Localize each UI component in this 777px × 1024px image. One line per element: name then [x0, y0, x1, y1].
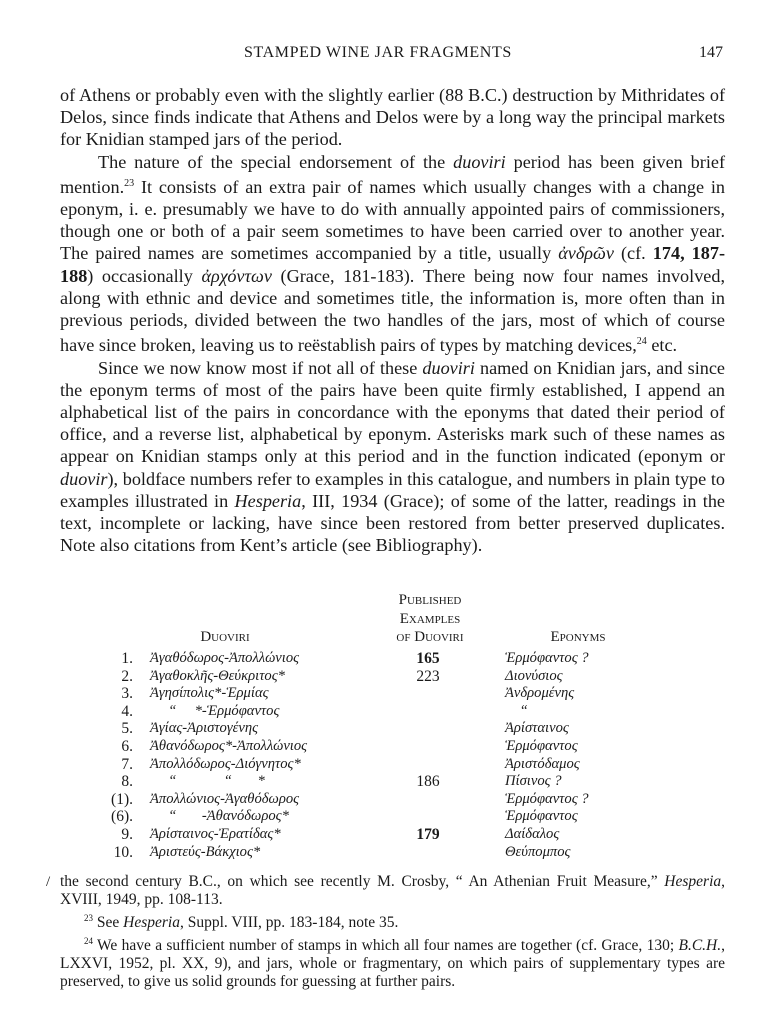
- text-span: It consists of an extra pair of names which usually changes with a change in eponym, i. e. presumably we have to do with annually appointed pairs of commissioners, though one or both of a pair seem sometimes to have been carried over to another year. The paired names are sometimes accompanied by a title, usually: [60, 176, 725, 264]
- bold-ref: 174, 187-188: [60, 243, 726, 286]
- table-row: [60, 756, 725, 774]
- row-number: 6.: [121, 738, 133, 755]
- eponym-name: Πίσινος ?: [505, 773, 562, 790]
- running-head: STAMPED WINE JAR FRAGMENTS: [244, 44, 512, 61]
- journal-title: Hesperia: [123, 914, 180, 932]
- text-span: See: [93, 914, 124, 932]
- text-span: the second century B.C., on which see recently M. Crosby, “ An Athenian Fruit Measure,”: [60, 873, 665, 890]
- table-row: [60, 650, 725, 668]
- header-published: [390, 591, 470, 647]
- eponym-name: Ἑρμόφαντος: [505, 738, 578, 754]
- eponym-name: Θεύπομπος: [505, 843, 571, 860]
- published-example: 223: [416, 667, 440, 685]
- paragraph-1: of Athens or probably even with the slightly earlier (88 B.C.) destruction by Mithridates of Delos, since finds indicate that Athens and Delos were by a long way the principal markets for Knidian stamped jars of the period.: [60, 85, 725, 150]
- table-row: [60, 808, 725, 826]
- footnote-ref-23: 23: [124, 177, 135, 189]
- table-row: [60, 720, 725, 738]
- table-row: [60, 826, 725, 844]
- row-number: 3.: [121, 685, 133, 703]
- duoviri-names: Ἀρίσταινος-Ἐρατίδας*: [150, 826, 281, 842]
- text-span: (Grace, 181-183). There being now four names involved, along with ethnic and device and sometimes title, the information is, more often than in previous periods, divided between the two handles of the jars, most of which of course have since broken, leaving us to reëstablish pairs of types by matching devices,: [60, 265, 726, 356]
- eponym-name: Δαίδαλος: [505, 826, 560, 842]
- table-row: [60, 738, 725, 756]
- text-span: (cf.: [613, 243, 653, 264]
- text-span: , XVIII, 1949, pp. 108-113.: [60, 873, 725, 908]
- footnote-number: 23: [84, 913, 93, 923]
- duoviri-names: Ἀγίας-Ἀριστογένης: [150, 720, 258, 737]
- duoviri-names: “ *-Ἑρμόφαντος: [150, 702, 280, 719]
- row-number: 8.: [121, 773, 133, 791]
- table-row: [60, 685, 725, 703]
- row-number: 2.: [121, 667, 133, 685]
- italic-term: duoviri: [422, 357, 475, 378]
- footnotes: [46, 873, 725, 991]
- text-span: ) occasionally: [87, 265, 202, 286]
- body-text: [60, 84, 725, 556]
- table-row: [60, 668, 725, 686]
- text-span: , Suppl. VIII, pp. 183-184, note 35.: [179, 914, 399, 932]
- paragraph-3: [60, 357, 725, 557]
- text-span: Since we now know most if not all of these: [98, 357, 423, 378]
- row-number: 9.: [121, 826, 133, 843]
- eponym-name: Ἑρμόφαντος ?: [505, 650, 589, 666]
- row-number: 7.: [121, 755, 133, 773]
- header-line: of Duoviri: [396, 629, 464, 645]
- duoviri-names: Ἀγησίπολις*-Ἑρμίας: [150, 685, 269, 702]
- row-number: (1).: [111, 790, 133, 808]
- duoviri-names: “ “ *: [150, 773, 265, 790]
- journal-title: Hesperia: [234, 490, 302, 511]
- eponym-name: Ἀριστόδαμος: [505, 755, 580, 772]
- duoviri-names: Ἀγαθοκλῆς-Θεύκριτος*: [150, 667, 285, 684]
- italic-term: duovir: [60, 468, 108, 489]
- eponym-name: Ἑρμόφαντος: [505, 808, 578, 825]
- row-number: 1.: [121, 650, 133, 667]
- duoviri-names: “ -Ἀθανόδωρος*: [150, 808, 289, 825]
- duoviri-names: Ἀπολλόδωρος-Διόγνητος*: [150, 755, 301, 772]
- text-span: , III, 1934 (Grace); of some of the latter, readings in the text, incomplete or lacking, have since been restored from better preserved duplicates. Note also citations from Kent’s article (see Bibliography).: [60, 490, 726, 556]
- journal-title: Hesperia: [664, 873, 722, 890]
- eponym-name: “: [505, 702, 528, 719]
- header-line: Published: [398, 592, 462, 608]
- header-line: Examples: [399, 610, 461, 627]
- journal-title: B.C.H.: [678, 937, 722, 955]
- table-row: [60, 703, 725, 721]
- footnote-23: [60, 909, 725, 932]
- eponym-name: Ἀνδρομένης: [505, 685, 575, 702]
- margin-mark: /: [46, 874, 51, 890]
- duoviri-names: Ἀθανόδωρος*-Ἀπολλώνιος: [150, 738, 308, 754]
- text-span: , LXXVI, 1952, pl. XX, 9), and jars, whole or fragmentary, on which pairs of supplementary types are preserved, to give us solid grounds for guessing at further pairs.: [60, 937, 725, 991]
- text-span: We have a sufficient number of stamps in which all four names are together (cf. Grace, 130;: [93, 937, 679, 955]
- eponym-name: Διονύσιος: [505, 667, 563, 684]
- paragraph-2: [60, 151, 725, 357]
- published-example: 186: [416, 773, 440, 791]
- footnote-ref-24: 24: [636, 336, 647, 348]
- greek-term: ἀνδρῶν: [558, 243, 614, 264]
- italic-term: duoviri: [453, 151, 506, 172]
- row-number: 5.: [121, 720, 133, 738]
- text-span: period has been given brief mention.: [60, 151, 725, 197]
- eponym-name: Ἀρίσταινος: [505, 720, 569, 737]
- header-duoviri: Duoviri: [200, 629, 250, 645]
- footnote-22-continued: [60, 873, 725, 909]
- page-number: 147: [699, 44, 723, 61]
- text-span: etc.: [646, 335, 678, 356]
- table-row: [60, 791, 725, 809]
- row-number: (6).: [111, 808, 133, 826]
- text-span: ), boldface numbers refer to examples in this catalogue, and numbers in plain type to examples illustrated in: [60, 468, 725, 511]
- table-row: [60, 773, 725, 791]
- header-eponyms: Eponyms: [550, 629, 606, 645]
- published-example: 179: [416, 826, 440, 843]
- footnote-24: [60, 932, 725, 991]
- published-example: 165: [416, 650, 440, 667]
- eponym-name: Ἑρμόφαντος ?: [505, 790, 589, 807]
- page-header: [60, 44, 725, 68]
- row-number: 10.: [113, 843, 133, 861]
- text-span: The nature of the special endorsement of the: [98, 151, 454, 172]
- duoviri-table: [60, 591, 725, 859]
- duoviri-names: Ἀπολλώνιος-Ἀγαθόδωρος: [150, 790, 300, 807]
- greek-term: ἀρχόντων: [201, 265, 272, 286]
- duoviri-names: Ἀγαθόδωρος-Ἀπολλώνιος: [150, 650, 300, 666]
- table-row: [60, 844, 725, 862]
- text-span: named on Knidian jars, and since the eponym terms of most of the pairs have been quite firmly established, I append an alphabetical list of the pairs in concordance with the eponyms that dated their period of office, and a reverse list, alphabetical by eponym. Asterisks mark such of these names as appear on Knidian stamps only at this period and in the function indicated (eponym or: [60, 357, 725, 467]
- duoviri-names: Ἀριστεύς-Βάκχιος*: [150, 843, 261, 860]
- row-number: 4.: [121, 702, 133, 720]
- footnote-number: 24: [84, 936, 93, 947]
